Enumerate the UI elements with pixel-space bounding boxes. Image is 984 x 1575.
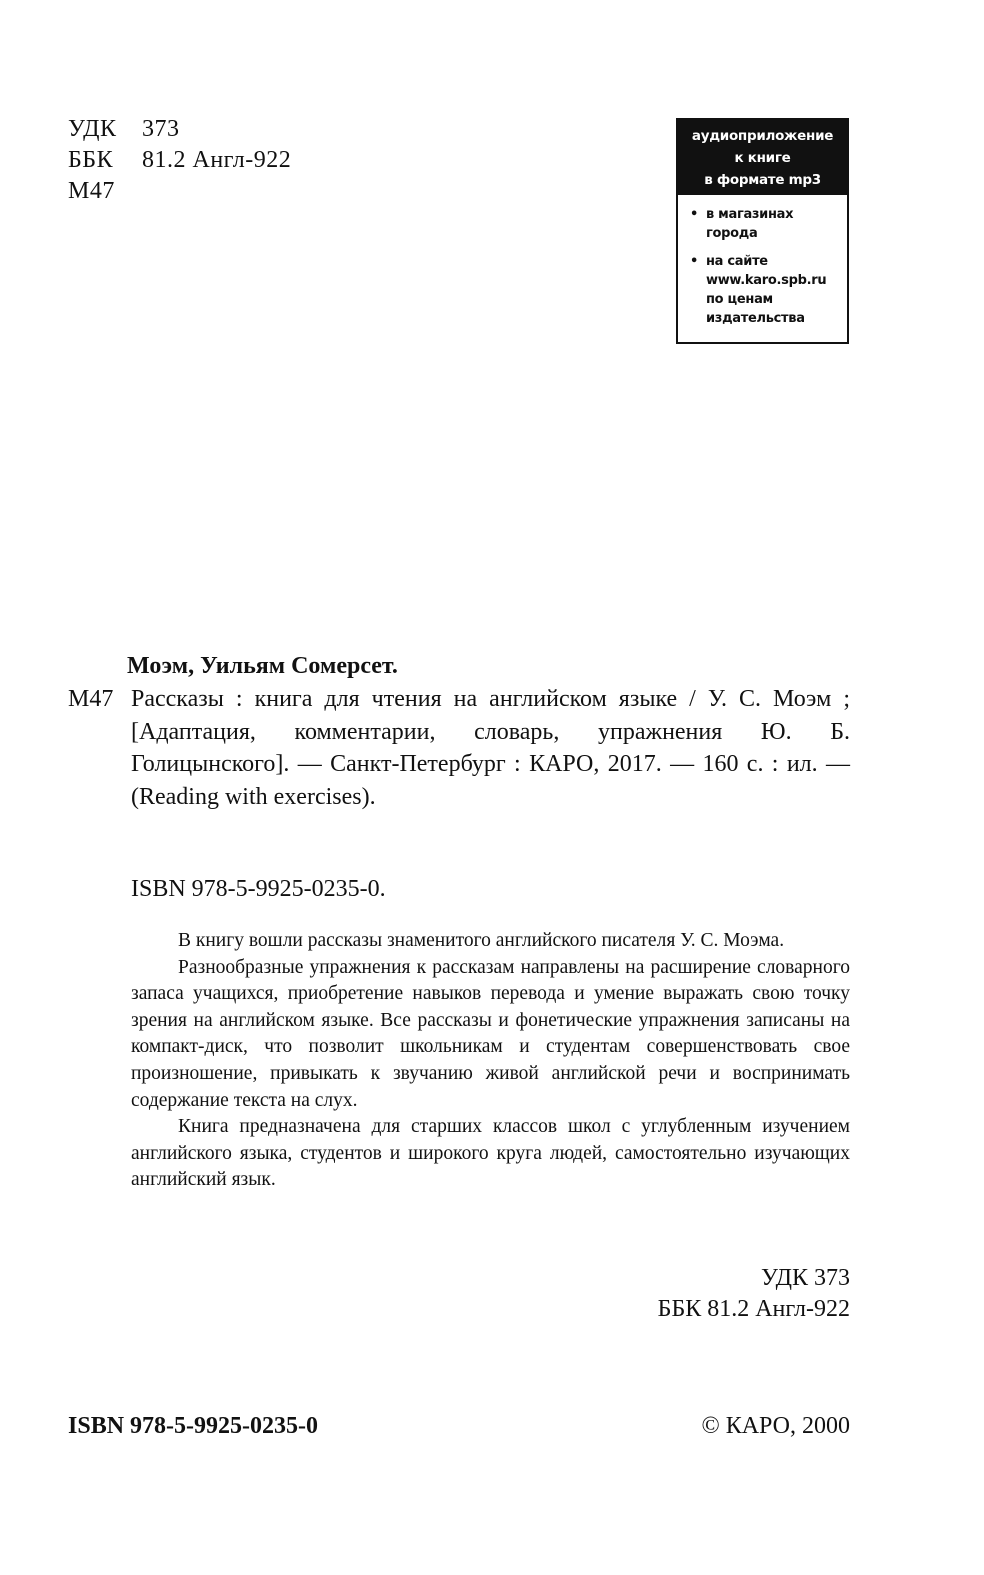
call-mark: М47 xyxy=(68,686,114,712)
footer-isbn: ISBN 978-5-9925-0235-0 xyxy=(68,1413,318,1439)
annotation-paragraph: Разнообразные упражнения к рассказам направлены на расширение словарного запаса учащихся, приобретение навыков перевода и умение выражать свою точку зрения на английском языке. Все рассказы и фонетические упражнения записаны на компакт-диск, что позволит школьникам и студентам совершенствовать свое произношение, привыкать к звучанию живой английской речи и воспринимать содержание текста на слух. xyxy=(131,956,850,1111)
author-heading: Моэм, Уильям Сомерсет. xyxy=(127,653,398,679)
promo-site-line: по ценам xyxy=(706,292,773,307)
promo-stores-line: • в магазинах xyxy=(706,207,794,222)
udk-label: УДК xyxy=(68,116,117,142)
bbk-value: 81.2 Англ-922 xyxy=(142,147,292,173)
promo-stores-line: города xyxy=(706,226,758,241)
promo-header-line: аудиоприложение xyxy=(691,128,834,144)
promo-header-line: к книге xyxy=(734,150,791,166)
classification-codes xyxy=(68,114,291,207)
bbk-row xyxy=(68,145,291,176)
annotation-paragraph: В книгу вошли рассказы знаменитого английского писателя У. С. Моэма. xyxy=(178,930,785,951)
bottom-bbk: ББК 81.2 Англ-922 xyxy=(657,1296,850,1322)
bottom-udk: УДК 373 xyxy=(761,1265,850,1291)
audio-promo-box xyxy=(676,118,849,344)
entry-isbn: ISBN 978-5-9925-0235-0. xyxy=(131,876,386,902)
bottom-classification-codes xyxy=(658,1263,850,1325)
promo-site-url: www.karo.spb.ru xyxy=(706,273,827,288)
annotation xyxy=(131,928,850,1194)
udk-row xyxy=(68,114,291,145)
promo-site-line: • на сайте xyxy=(706,254,768,269)
bbk-label: ББК xyxy=(68,147,114,173)
author-mark: М47 xyxy=(68,178,115,204)
annotation-paragraph: Книга предназначена для старших классов школ с углубленным изучением английского языка, студентов и широкого круга людей, самостоятельно изучающих английский язык. xyxy=(131,1116,850,1191)
footer-copyright: © КАРО, 2000 xyxy=(701,1413,850,1439)
bibliographic-description: Рассказы : книга для чтения на английском языке / У. С. Моэм ; [Адаптация, комментарии, словарь, упражнения Ю. Б. Голицынского]. — Санкт-Петербург : КАРО, 2017. — 160 с. : ил. — (Reading with exercises). xyxy=(131,686,850,810)
promo-header xyxy=(678,120,847,195)
promo-item-site xyxy=(690,252,843,328)
promo-item-stores xyxy=(690,205,843,243)
promo-site-line: издательства xyxy=(706,311,805,326)
udk-value: 373 xyxy=(142,116,180,142)
promo-list xyxy=(678,195,847,328)
promo-header-line: в формате mp3 xyxy=(704,172,821,188)
